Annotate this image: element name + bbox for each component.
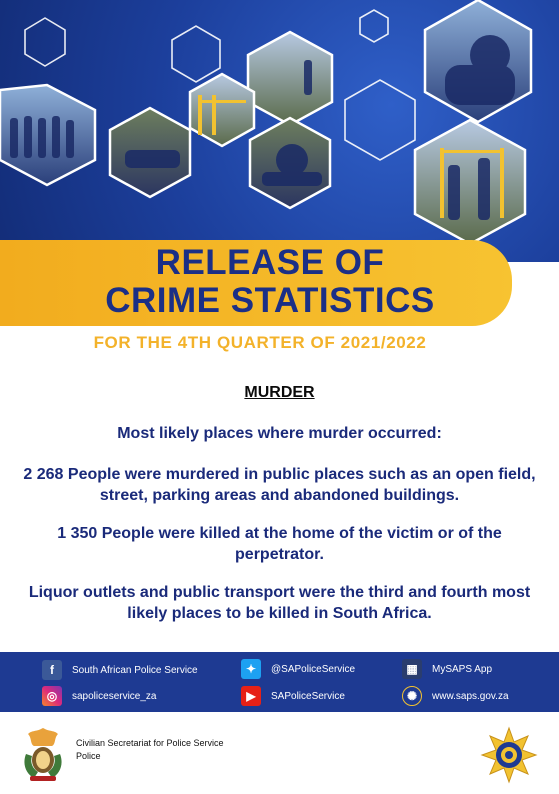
org-line-2: Police [76, 751, 101, 761]
statistics-content [20, 384, 539, 641]
organisation-name [76, 737, 224, 763]
mysaps-app-link[interactable] [402, 659, 492, 679]
twitter-icon: ✦ [241, 659, 261, 679]
website-icon: ✺ [402, 686, 422, 706]
website-label: www.saps.gov.za [432, 690, 509, 702]
website-link[interactable] [402, 686, 509, 706]
saps-badge-icon [480, 726, 538, 784]
lead-text: Most likely places where murder occurred: [117, 425, 442, 442]
instagram-icon: ◎ [42, 686, 62, 706]
org-line-1: Civilian Secretariat for Police Service [76, 738, 224, 748]
hero-collage [0, 0, 559, 262]
social-media-bar [0, 652, 559, 712]
coat-of-arms-icon [18, 724, 68, 784]
youtube-label: SAPoliceService [271, 690, 345, 702]
app-icon: ▦ [402, 659, 422, 679]
statistic-home: 1 350 People were killed at the home of the victim or of the perpetrator. [57, 525, 502, 563]
youtube-icon: ▶ [241, 686, 261, 706]
statistic-liquor-transport: Liquor outlets and public transport were the third and fourth most likely places to be killed in South Africa. [28, 584, 531, 622]
facebook-link[interactable] [42, 660, 198, 680]
title-line-1: RELEASE OF [155, 243, 385, 282]
twitter-label: @SAPoliceService [271, 663, 356, 675]
hexagon-collage [0, 0, 559, 262]
app-label: MySAPS App [432, 663, 493, 675]
section-heading: MURDER [244, 384, 315, 401]
statistic-public-places: 2 268 People were murdered in public places such as an open field, street, parking areas and abandoned buildings. [23, 466, 536, 504]
twitter-link[interactable] [241, 659, 355, 679]
youtube-link[interactable] [241, 686, 345, 706]
title-line-2: CRIME STATISTICS [105, 281, 435, 320]
page-title [40, 244, 500, 320]
facebook-label: South African Police Service [72, 664, 198, 676]
quarter-subtitle: FOR THE 4TH QUARTER OF 2021/2022 [93, 333, 427, 352]
instagram-link[interactable] [42, 686, 157, 706]
instagram-label: sapoliceservice_za [72, 690, 157, 702]
facebook-icon: f [42, 660, 62, 680]
